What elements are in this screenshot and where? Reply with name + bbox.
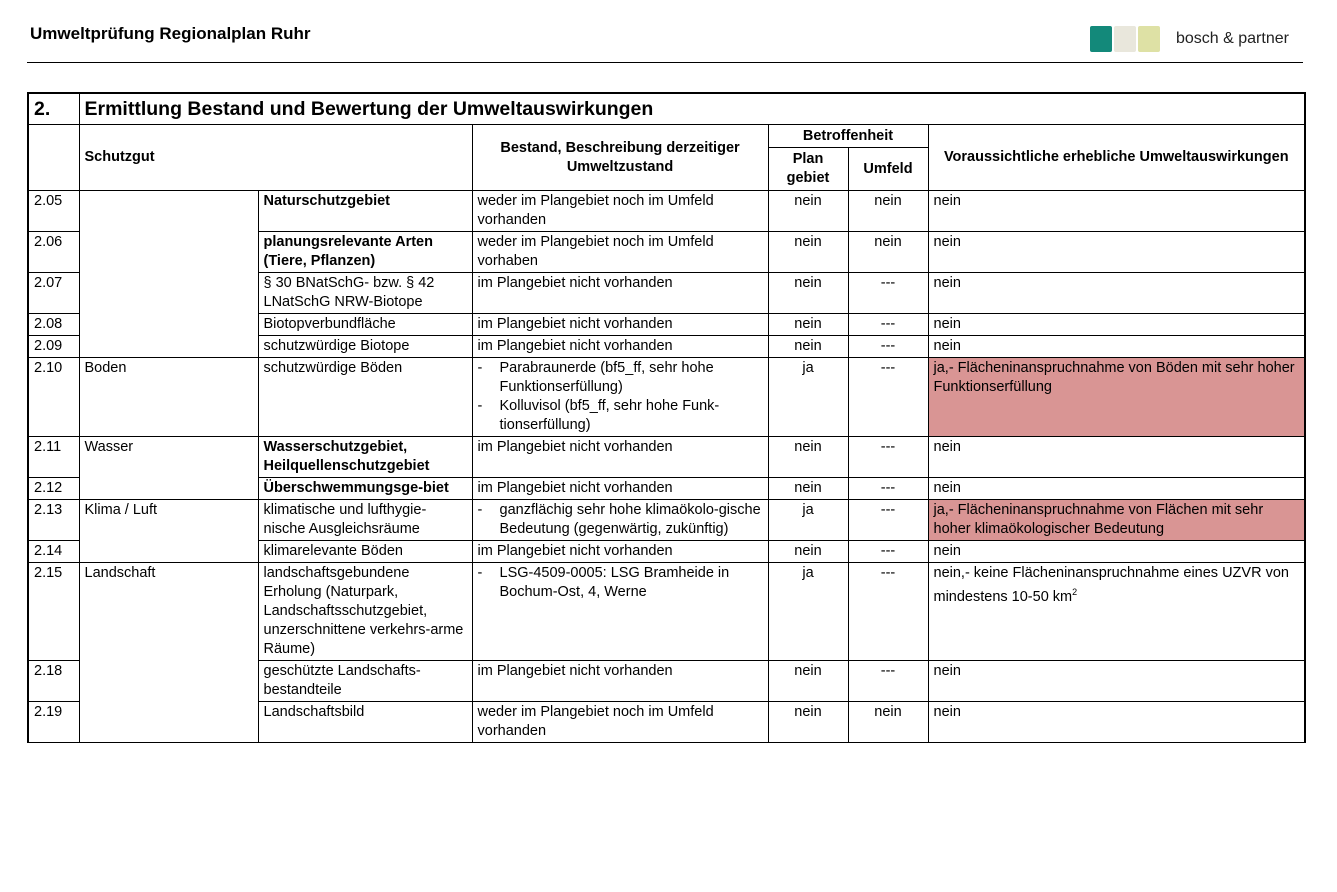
row-plan: nein: [768, 232, 848, 273]
header-rule: [27, 62, 1303, 63]
row-bestand: im Plangebiet nicht vorhanden: [472, 273, 768, 314]
header-schutzgut: Schutzgut: [79, 125, 472, 191]
row-plan: nein: [768, 273, 848, 314]
bestand-list: [478, 359, 763, 435]
row-bestand: im Plangebiet nicht vorhanden: [472, 437, 768, 478]
table-row: [28, 191, 1305, 232]
row-group: Landschaft: [79, 563, 258, 743]
row-item: landschaftsgebundene Erholung (Naturpark, Landschaftsschutzgebiet, unzerschnittene verkehrs-arme Räume): [258, 563, 472, 661]
logo-square-teal: [1090, 26, 1112, 52]
header-umfeld: Umfeld: [848, 148, 928, 191]
row-plan: nein: [768, 437, 848, 478]
row-bestand: weder im Plangebiet noch im Umfeld vorhaben: [472, 232, 768, 273]
row-effect: nein: [928, 437, 1305, 478]
table-row: [28, 563, 1305, 661]
row-effect: nein: [928, 478, 1305, 500]
row-bestand: [472, 500, 768, 541]
row-item: Wasserschutzgebiet, Heilquellenschutzgebiet: [258, 437, 472, 478]
row-number: 2.19: [28, 702, 79, 743]
logo-brand-text: bosch & partner: [1176, 30, 1289, 47]
row-bestand: im Plangebiet nicht vorhanden: [472, 661, 768, 702]
row-number: 2.14: [28, 541, 79, 563]
row-plan: nein: [768, 478, 848, 500]
row-umfeld: ---: [848, 336, 928, 358]
row-number: 2.06: [28, 232, 79, 273]
header-auswirkungen: Voraussichtliche erhebliche Umweltauswirkungen: [928, 125, 1305, 191]
row-plan: ja: [768, 500, 848, 541]
company-logo: [1090, 26, 1289, 52]
row-umfeld: nein: [848, 232, 928, 273]
row-bestand: im Plangebiet nicht vorhanden: [472, 314, 768, 336]
row-effect: nein: [928, 541, 1305, 563]
table-row: [28, 500, 1305, 541]
row-plan: nein: [768, 336, 848, 358]
row-number: 2.15: [28, 563, 79, 661]
row-umfeld: ---: [848, 500, 928, 541]
row-plan: nein: [768, 191, 848, 232]
row-number: 2.18: [28, 661, 79, 702]
superscript-2: 2: [1072, 587, 1078, 597]
row-plan: nein: [768, 702, 848, 743]
row-item: Naturschutzgebiet: [258, 191, 472, 232]
header-bestand: Bestand, Beschreibung derzeitiger Umweltzustand: [472, 125, 768, 191]
row-effect: nein: [928, 702, 1305, 743]
row-number: 2.10: [28, 358, 79, 437]
row-item: Überschwemmungsge-biet: [258, 478, 472, 500]
row-number: 2.05: [28, 191, 79, 232]
row-umfeld: ---: [848, 358, 928, 437]
section-title-row: [28, 93, 1305, 125]
row-umfeld: ---: [848, 273, 928, 314]
document-header-title: Umweltprüfung Regionalplan Ruhr: [30, 24, 311, 43]
row-item: schutzwürdige Böden: [258, 358, 472, 437]
row-item: geschützte Landschafts-bestandteile: [258, 661, 472, 702]
row-number: 2.12: [28, 478, 79, 500]
header-row-1: [28, 125, 1305, 148]
row-number: 2.11: [28, 437, 79, 478]
row-group: Klima / Luft: [79, 500, 258, 563]
row-bestand: im Plangebiet nicht vorhanden: [472, 541, 768, 563]
row-item: Biotopverbundfläche: [258, 314, 472, 336]
row-plan: nein: [768, 541, 848, 563]
row-umfeld: ---: [848, 314, 928, 336]
row-plan: nein: [768, 314, 848, 336]
row-umfeld: ---: [848, 437, 928, 478]
table-row: [28, 358, 1305, 437]
header-plan: Plan gebiet: [768, 148, 848, 191]
row-number: 2.09: [28, 336, 79, 358]
row-item: § 30 BNatSchG- bzw. § 42 LNatSchG NRW-Biotope: [258, 273, 472, 314]
row-item: klimarelevante Böden: [258, 541, 472, 563]
row-bestand: im Plangebiet nicht vorhanden: [472, 478, 768, 500]
assessment-table: [27, 92, 1306, 743]
bestand-list: [478, 564, 763, 602]
row-plan: ja: [768, 358, 848, 437]
row-item: planungsrelevante Arten (Tiere, Pflanzen): [258, 232, 472, 273]
row-effect: [928, 563, 1305, 661]
bestand-list-item: - Kolluvisol (bf5_ff, sehr hohe Funk-tionserfüllung): [478, 397, 763, 435]
bestand-list-item: - Parabraunerde (bf5_ff, sehr hohe Funktionserfüllung): [478, 359, 763, 397]
row-number: 2.07: [28, 273, 79, 314]
row-bestand: weder im Plangebiet noch im Umfeld vorhanden: [472, 191, 768, 232]
row-group: [79, 191, 258, 358]
row-umfeld: nein: [848, 702, 928, 743]
row-plan: ja: [768, 563, 848, 661]
row-number: 2.13: [28, 500, 79, 541]
row-item: schutzwürdige Biotope: [258, 336, 472, 358]
row-item: klimatische und lufthygie-nische Ausgleichsräume: [258, 500, 472, 541]
row-effect-highlighted: ja,- Flächeninanspruchnahme von Böden mit sehr hoher Funktionserfüllung: [928, 358, 1305, 437]
section-number: 2.: [28, 93, 79, 125]
logo-square-yellow: [1138, 26, 1160, 52]
bestand-list: [478, 501, 763, 539]
row-group: Wasser: [79, 437, 258, 500]
row-effect-highlighted: ja,- Flächeninanspruchnahme von Flächen mit sehr hoher klimaökologischer Bedeutung: [928, 500, 1305, 541]
row-effect-text: nein,- keine Flächeninanspruchnahme eines UZVR von mindestens 10-50 km: [933, 565, 1289, 605]
row-umfeld: ---: [848, 563, 928, 661]
row-effect: nein: [928, 661, 1305, 702]
bestand-list-item: - ganzflächig sehr hohe klimaökolo-gische Bedeutung (gegenwärtig, zukünftig): [478, 501, 763, 539]
bestand-list-item: - LSG-4509-0005: LSG Bramheide in Bochum-Ost, 4, Werne: [478, 564, 763, 602]
row-umfeld: ---: [848, 478, 928, 500]
row-umfeld: ---: [848, 541, 928, 563]
row-effect: nein: [928, 232, 1305, 273]
row-umfeld: nein: [848, 191, 928, 232]
row-plan: nein: [768, 661, 848, 702]
row-bestand: weder im Plangebiet noch im Umfeld vorhanden: [472, 702, 768, 743]
row-group: Boden: [79, 358, 258, 437]
logo-square-beige: [1114, 26, 1136, 52]
section-title: Ermittlung Bestand und Bewertung der Umweltauswirkungen: [79, 93, 1305, 125]
row-effect: nein: [928, 314, 1305, 336]
row-number: 2.08: [28, 314, 79, 336]
row-effect: nein: [928, 273, 1305, 314]
row-bestand: im Plangebiet nicht vorhanden: [472, 336, 768, 358]
row-bestand: [472, 563, 768, 661]
row-effect: nein: [928, 191, 1305, 232]
header-nr-cell: [28, 125, 79, 191]
table-row: [28, 437, 1305, 478]
row-effect: nein: [928, 336, 1305, 358]
row-bestand: [472, 358, 768, 437]
row-umfeld: ---: [848, 661, 928, 702]
row-item: Landschaftsbild: [258, 702, 472, 743]
header-betroffenheit: Betroffenheit: [768, 125, 928, 148]
